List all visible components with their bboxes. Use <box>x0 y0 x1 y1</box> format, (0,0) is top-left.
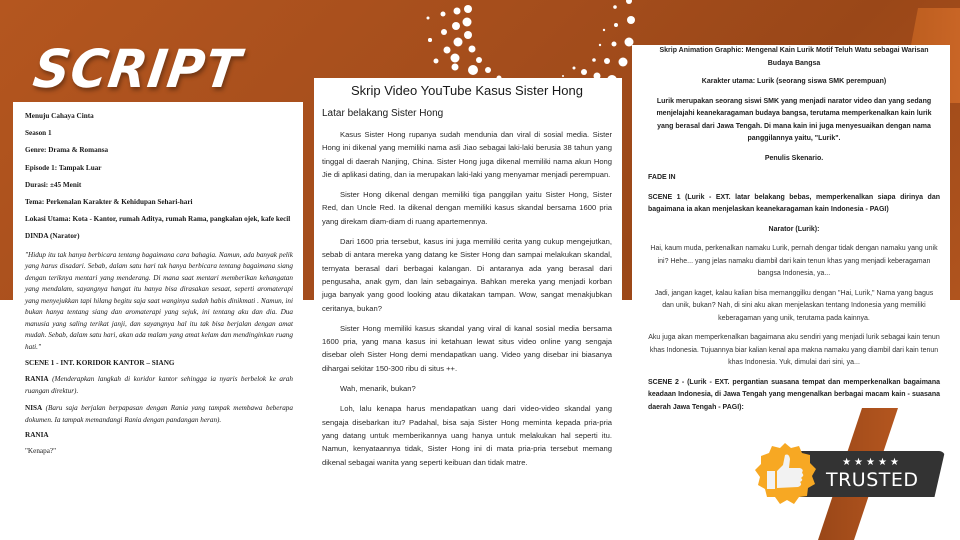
doc3-narration: Jadi, jangan kaget, kalau kalian bisa memanggilku dengan "Hai, Lurik," Nama yang bagus dan unik, bukan? Nah, di sini aku akan menjelaskan tentang Indonesia yang memiliki keberagaman yang unik, terutama pada kainnya. <box>654 289 934 322</box>
thumbs-up-icon <box>752 441 818 507</box>
doc3-scene-2: SCENE 2 - (Lurik - EXT. pergantian suasana tempat dan memperkenalkan bagaimana keadaan Indonesia, di Jawa Tengah yang mengenalkan berbagai macam kain - suasana daerah Jawa Tengah - PAGI): <box>648 378 940 411</box>
doc2-title: Skrip Video YouTube Kasus Sister Hong <box>351 83 583 98</box>
rating-stars-icon: ★★★★★ <box>842 457 902 468</box>
doc2-paragraph: Dari 1600 pria tersebut, kasus ini juga memiliki cerita yang cukup mengejutkan, sebab di antara mereka yang datang ke Sister Hong dan sampai melakukan skandal, ternyata berasal dari berbagai kalangan. Di antaranya ada yang berasal dari pengusaha, anak gym, dan lain sebagainya. Bahkan mereka yang menjadi korban juga banyak yang good looking atau dikatakan tampan. Wow, sangat menakjubkan ceritanya, bukan? <box>322 237 612 313</box>
character-name: NISA <box>25 404 43 412</box>
doc1-header-genre: Genre: Drama & Romansa <box>25 146 109 155</box>
doc1-header-narrator: DINDA (Narator) <box>25 232 80 241</box>
doc2-paragraph: Wah, menarik, bukan? <box>340 384 416 394</box>
character-name: RANIA <box>25 375 49 383</box>
doc3-scene-1: SCENE 1 (Lurik - EXT. latar belakang bebas, memperkenalkan siapa dirinya dan bagaimana ia akan menjelaskan keanekaragaman kain Indonesia - PAGI) <box>648 193 940 213</box>
script-document-drama <box>13 102 303 462</box>
doc1-dialogue: "Kenapa?" <box>25 447 57 455</box>
doc2-paragraph: Sister Hong dikenal dengan memiliki tiga panggilan yaitu Sister Hong, Sister Red, dan Uncle Red. Ia dikenal dengan memiliki kasus skandal bersama 1600 pria yang direkam diam-diam di ruang apartemennya. <box>322 190 612 226</box>
action-text: (Baru saja berjalan berpapasan dengan Rania yang tampak membawa beberapa dokumen. Ia tampak memandangi Rania dengan pandangan heran). <box>25 404 293 424</box>
doc3-narrator-label: Narator (Lurik): <box>768 225 820 233</box>
page-title: SCRIPT <box>29 38 245 100</box>
doc3-title: Skrip Animation Graphic: Mengenal Kain Lurik Motif Teluh Watu sebagai Warisan Budaya Bangsa <box>659 47 929 67</box>
doc3-writer: Penulis Skenario. <box>764 154 824 162</box>
doc2-subtitle: Latar belakang Sister Hong <box>322 108 444 119</box>
script-document-youtube <box>314 78 622 467</box>
doc1-speaker: RANIA <box>25 431 49 439</box>
doc1-action-line <box>25 402 293 426</box>
doc3-narration: Aku juga akan memperkenalkan bagaimana aku sendiri yang menjadi lurik sebagai kain tenun khas Indonesia. Tujuannya biar kalian kenal apa makna namaku yang diambil dari kain tenun khas Indonesia. Yuk, dimulai dari sini, ya... <box>648 334 940 366</box>
doc1-header-episode: Episode 1: Tampak Luar <box>25 163 102 172</box>
doc3-narration: Hai, kaum muda, perkenalkan namaku Lurik, pernah dengar tidak dengan namaku yang unik ini? Hehe... yang jelas namaku diambil dari kain tenun khas yang menjadi keberagaman bangsa Indonesia, ya... <box>650 245 938 277</box>
trusted-label: TRUSTED <box>826 469 919 491</box>
doc3-fade-in: FADE IN <box>648 174 676 181</box>
doc1-header-theme: Tema: Perkenalan Karakter & Kehidupan Sehari-hari <box>25 197 193 206</box>
doc1-header-location: Lokasi Utama: Kota - Kantor, rumah Aditya, rumah Rama, pangkalan ojek, kafe kecil <box>25 215 291 224</box>
doc3-intro: Lurik merupakan seorang siswi SMK yang menjadi narator video dan yang sedang menjelajahi keanekaragaman budaya bangsa, terutama memperkenalkan kain lurik yang berasal dari Jawa Tengah. Di mana kain ini juga menyesuaikan dengan nama panggilannya yaitu, "Lurik". <box>656 97 932 142</box>
doc3-character: Karakter utama: Lurik (seorang siswa SMK perempuan) <box>701 78 887 85</box>
doc2-paragraph: Kasus Sister Hong rupanya sudah mendunia dan viral di sosial media. Sister Hong ini dikenal yang memiliki nama asli Jiao sebagai laki-laki berusia 38 tahun yang tinggal di daerah Nanjing, China. Sister Hong juga dikenal memiliki nama akun Hong Jie di aplikasi dating, dan ia merupakan laki-laki yang menyamar menjadi perempuan. <box>322 130 612 179</box>
doc2-paragraph: Sister Hong memiliki kasus skandal yang viral di kanal sosial media bersama 1600 pria, yang mana kasus ini ketahuan lewat situs video online yang sengaja disebar oleh Sister Hong demi mendapatkan uang. Video yang disebar ini biasanya dihargai sekitar 150-300 ribu di situs ++. <box>322 323 612 373</box>
action-text: (Menderapkan langkah di koridor kantor sehingga ia nyaris berbelok ke arah ruangan direktur). <box>25 375 293 395</box>
doc1-header-title: Menuju Cahaya Cinta <box>25 112 94 120</box>
doc2-paragraph: Loh, lalu kenapa harus mendapatkan uang dari video-video skandal yang sengaja disebarkan itu? Padahal, bisa saja Sister Hong meminta kepada pria-pria yang datang untuk memberikannya uang hanya untuk melakukan hal seperti itu. Namun, kenyataannya tidak, Sister Hong ini di mata pria-pria tersebut memang dikenal sebagai wanita yang seperti keibuan dan tidak matre. <box>322 404 612 467</box>
doc1-narration-quote: "Hidup itu tak hanya berbicara tentang bagaimana cara bahagia. Namun, ada banyak pelik yang harus disadari. Sebab, dalam satu hari tak hanya berbicara tentang bagaimana siang dengan teriknya mentari yang menderang. Di mana saat mentari memberikan kehangatan yang mendalam, sayangnya hangat itu hanya bisa dirasakan sesaat, seperti aromaterapi yang menyejukkan tapi hilang begitu saja saat wanginya sudah habis dinikmati . Namun, ini bukan hanya tentang siang dan aromaterapi yang sejuk, ini tentang aku dan dia. Dua manusia yang saling terikat janji, dan sayangnya hal itu tak bisa berjalan dengan amat mudah. Sebab, dalam satu hari, akan ada malam yang amat kelam dan mendinginkan ruang hati." <box>25 250 293 351</box>
doc1-header-duration: Durasi: ±45 Menit <box>25 180 82 189</box>
doc1-action-line <box>25 373 293 397</box>
script-document-animation <box>632 45 950 425</box>
doc1-header-season: Season 1 <box>25 129 52 138</box>
doc1-scene-heading: SCENE 1 - INT. KORIDOR KANTOR – SIANG <box>25 359 175 367</box>
